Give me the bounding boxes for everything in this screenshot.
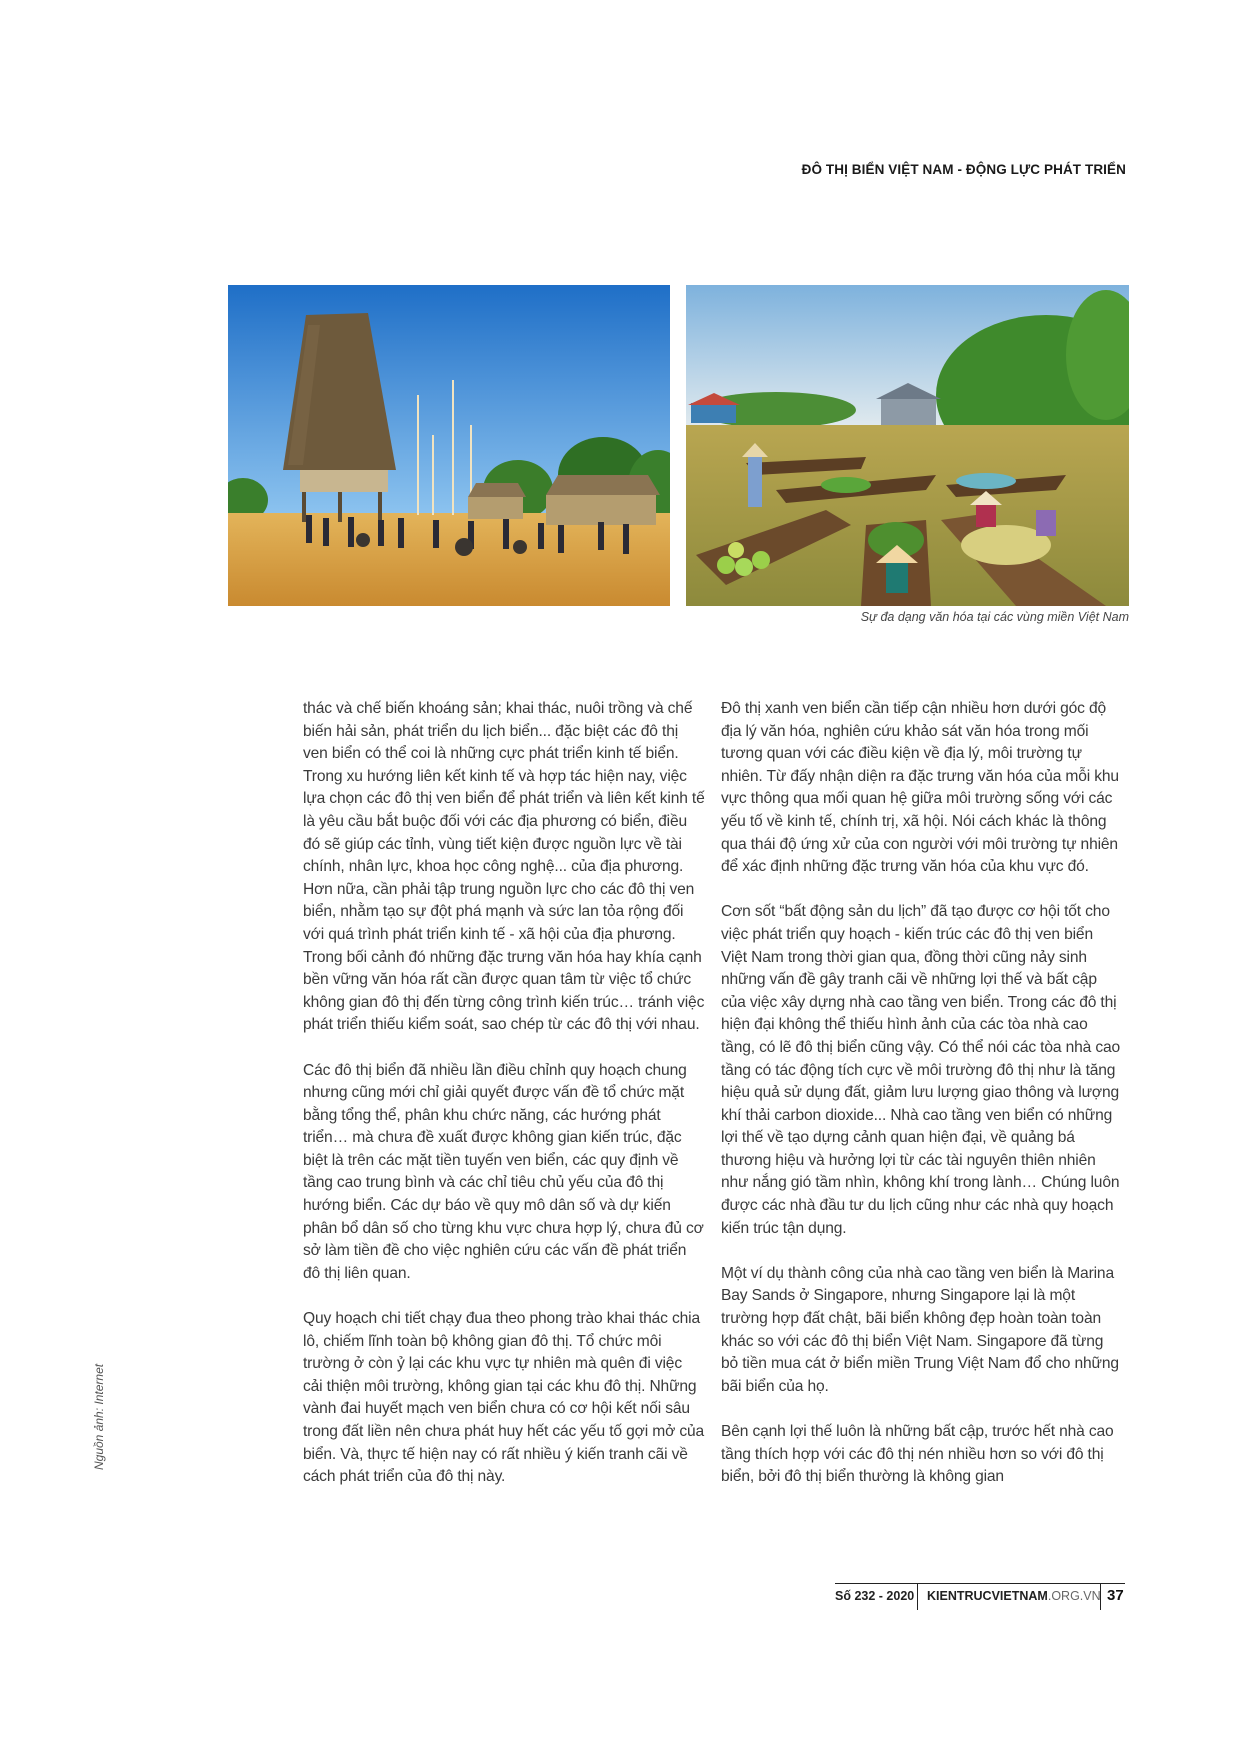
website-name: KIENTRUCVIETNAM (927, 1589, 1048, 1603)
paragraph: Đô thị xanh ven biển cần tiếp cận nhiều hơn dưới góc độ địa lý văn hóa, nghiên cứu khảo sát văn hóa trong mối tương quan với các điều kiện về địa lý, môi trường tự nhiên. Từ đấy nhận diện ra đặc trưng văn hóa của mỗi khu vực thông qua mối quan hệ giữa môi trường sống với các yếu tố về kinh tế, chính trị, xã hội. Nói cách khác là thông qua thái độ ứng xử của con người với môi trường tự nhiên để xác định những đặc trưng văn hóa của khu vực đó. (721, 700, 1119, 876)
figure-caption: Sự đa dạng văn hóa tại các vùng miền Việt Nam (860, 610, 1129, 624)
paragraph: thác và chế biến khoáng sản; khai thác, nuôi trồng và chế biến hải sản, phát triển du lịch biển... đặc biệt các đô thị ven biển có thể coi là những cực phát triển kinh tế biển. Trong xu hướng liên kết kinh tế và hợp tác hiện nay, việc lựa chọn các đô thị ven biển để phát triển và liên kết kinh tế là yêu cầu bắt buộc đối với các địa phương có biển, điều đó sẽ giúp các tỉnh, vùng tiết kiện được nguồn lực về tài chính, nhân lực, khoa học công nghệ... của địa phương. Hơn nữa, cần phải tập trung nguồn lực cho các đô thị ven biển, nhằm tạo sự đột phá mạnh và sức lan tỏa rộng đối với quá trình phát triển kinh tế - xã hội của địa phương. Trong bối cảnh đó những đặc trưng văn hóa hay khía cạnh bền vững văn hóa rất cần được quan tâm từ việc tổ chức không gian đô thị đến từng công trình kiến trúc… tránh việc phát triển thiếu kiểm soát, sao chép từ các đô thị với nhau. (303, 700, 705, 1034)
long-house (546, 495, 656, 525)
paragraph: Một ví dụ thành công của nhà cao tầng ven biển là Marina Bay Sands ở Singapore, nhưng Singapore lại là một trường hợp đất chật, bãi biển không đẹp hoàn toàn toàn khác so với các đô thị biển Việt Nam. Singapore đã từng bỏ tiền mua cát ở biển miền Trung Việt Nam đổ cho những bãi biển của họ. (721, 1264, 1119, 1395)
photo-floating-market (686, 285, 1129, 606)
text-column-right (721, 698, 1123, 1511)
photo-rong-house-festival (228, 285, 670, 606)
floating-market-illustration (686, 285, 1129, 606)
issue-number: Số 232 - 2020 (835, 1589, 915, 1603)
paragraph: Cơn sốt “bất động sản du lịch” đã tạo được cơ hội tốt cho việc phát triển quy hoạch - kiến trúc các đô thị ven biển Việt Nam trong thời gian qua, đồng thời cũng nảy sinh những vấn đề gây tranh cãi về những lợi thế và bất cập của việc xây dựng nhà cao tầng ven biển. Trong các đô thị hiện đại không thể thiếu hình ảnh của các tòa nhà cao tầng, có lẽ đô thị biển cũng vậy. Có thể nói các tòa nhà cao tầng có tác động tích cực về môi trường đô thị như là tăng hiệu quả sử dụng đất, giảm lưu lượng giao thông và lượng khí thải carbon dioxide... Nhà cao tầng ven biển có những lợi thế về tạo dựng cảnh quan hiện đại, về quảng bá thương hiệu và hưởng lợi từ các tài nguyên thiên nhiên như nắng gió tầm nhìn, không khí trong lành… Chúng luôn được các nhà đầu tư du lịch cũng như các nhà quy hoạch kiến trúc tận dụng. (721, 903, 1121, 1237)
page-number: 37 (1107, 1587, 1124, 1604)
footer-divider (917, 1584, 918, 1610)
running-title: ĐÔ THỊ BIỂN VIỆT NAM - ĐỘNG LỰC PHÁT TRIỂN (801, 162, 1126, 177)
website-link[interactable] (927, 1589, 1101, 1603)
paragraph: Bên cạnh lợi thế luôn là những bất cập, trước hết nhà cao tầng thích hợp với các đô thị nén nhiều hơn so với đô thị biển, bởi đô thị biển thường là không gian (721, 1423, 1114, 1486)
photo-credit: Nguồn ảnh: Internet (92, 1363, 106, 1470)
long-house (468, 497, 523, 519)
footer-divider (1100, 1584, 1101, 1610)
text-column-left (303, 698, 705, 1511)
paragraph: Các đô thị biển đã nhiều lần điều chỉnh quy hoạch chung nhưng cũng mới chỉ giải quyết được vấn đề tổ chức mặt bằng tổng thể, phân khu chức năng, các hướng phát triển… mà chưa đề xuất được không gian kiến trúc, đặc biệt là trên các mặt tiền tuyến ven biển, các quy định về tầng cao trung bình và các chỉ tiêu chủ yếu của đô thị hướng biển. Các dự báo về quy mô dân số và dự kiến phân bổ dân số cho từng khu vực chưa hợp lý, chưa đủ cơ sở làm tiền đề cho việc nghiên cứu các vấn đề phát triển đô thị liên quan. (303, 1061, 704, 1282)
house-wall (300, 470, 388, 492)
website-domain: .ORG.VN (1047, 1589, 1101, 1603)
rong-house-illustration (228, 285, 670, 606)
stilt-house (881, 397, 936, 429)
paragraph: Quy hoạch chi tiết chạy đua theo phong trào khai thác chia lô, chiếm lĩnh toàn bộ không gian đô thị. Tổ chức môi trường ở còn ỷ lại các khu vực tự nhiên mà quên đi việc cải thiện môi trường, không gian tại các khu đô thị. Những vành đai huyết mạch ven biển chưa có cơ hội kết nối sâu trong đất liền nên chưa phát huy hết các yếu tố gợi mở của biển. Và, thực tế hiện nay có rất nhiều ý kiến tranh cãi về cách phát triển của đô thị này. (303, 1310, 705, 1486)
page-footer (835, 1583, 1125, 1612)
